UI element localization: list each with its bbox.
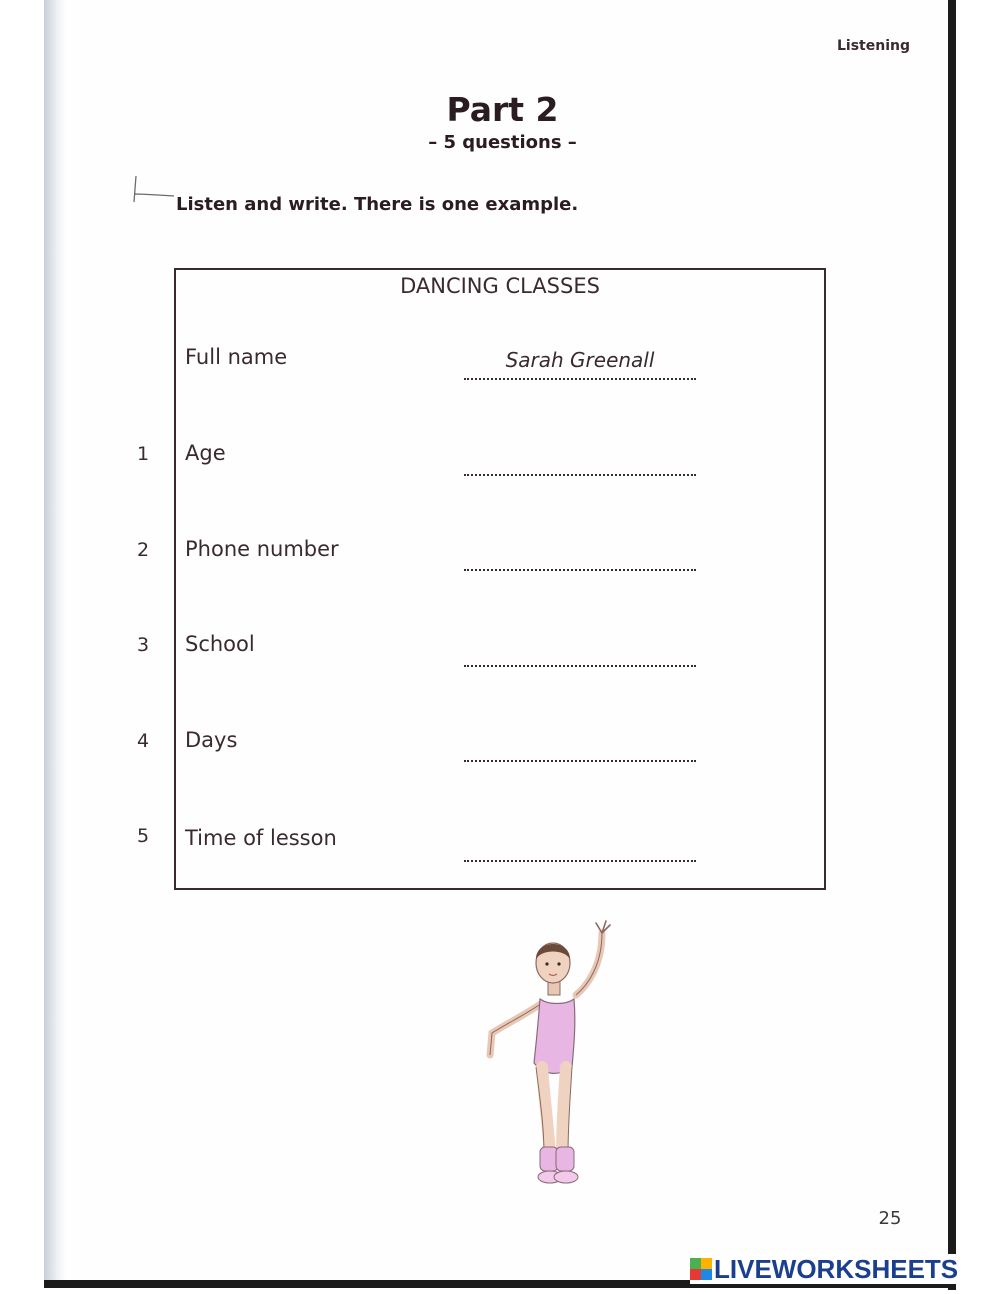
liveworksheets-wordmark: LIVEWORKSHEETS bbox=[714, 1253, 959, 1284]
question-label: Phone number bbox=[185, 537, 339, 561]
instruction-text: Listen and write. There is one example. bbox=[176, 194, 579, 215]
answer-line-phone-number[interactable] bbox=[464, 567, 696, 571]
answer-line-time-of-lesson[interactable] bbox=[464, 858, 696, 862]
page-right-edge bbox=[948, 0, 956, 1290]
part-subtitle: – 5 questions – bbox=[428, 132, 577, 153]
question-number: 3 bbox=[136, 634, 150, 656]
example-answer: Sarah Greenall bbox=[505, 348, 655, 372]
question-label: Age bbox=[185, 441, 226, 465]
question-number: 4 bbox=[136, 730, 150, 752]
pen-mark-icon bbox=[128, 172, 176, 208]
example-label: Full name bbox=[185, 345, 288, 369]
question-number: 1 bbox=[136, 443, 150, 465]
form-title: DANCING CLASSES bbox=[400, 274, 600, 298]
question-label: Days bbox=[185, 728, 238, 752]
example-answer-line bbox=[464, 376, 696, 380]
answer-line-school[interactable] bbox=[464, 663, 696, 667]
question-label: Time of lesson bbox=[185, 826, 337, 850]
question-number: 5 bbox=[136, 825, 150, 847]
page-number: 25 bbox=[878, 1208, 902, 1229]
answer-line-age[interactable] bbox=[464, 472, 696, 476]
part-title: Part 2 bbox=[446, 90, 559, 129]
liveworksheets-icon bbox=[690, 1258, 712, 1280]
question-label: School bbox=[185, 632, 255, 656]
ballerina-illustration bbox=[478, 915, 628, 1195]
page-binding-shadow bbox=[44, 0, 66, 1282]
section-label: Listening bbox=[837, 38, 910, 54]
liveworksheets-logo bbox=[690, 1254, 990, 1284]
question-number: 2 bbox=[136, 539, 150, 561]
answer-line-days[interactable] bbox=[464, 758, 696, 762]
